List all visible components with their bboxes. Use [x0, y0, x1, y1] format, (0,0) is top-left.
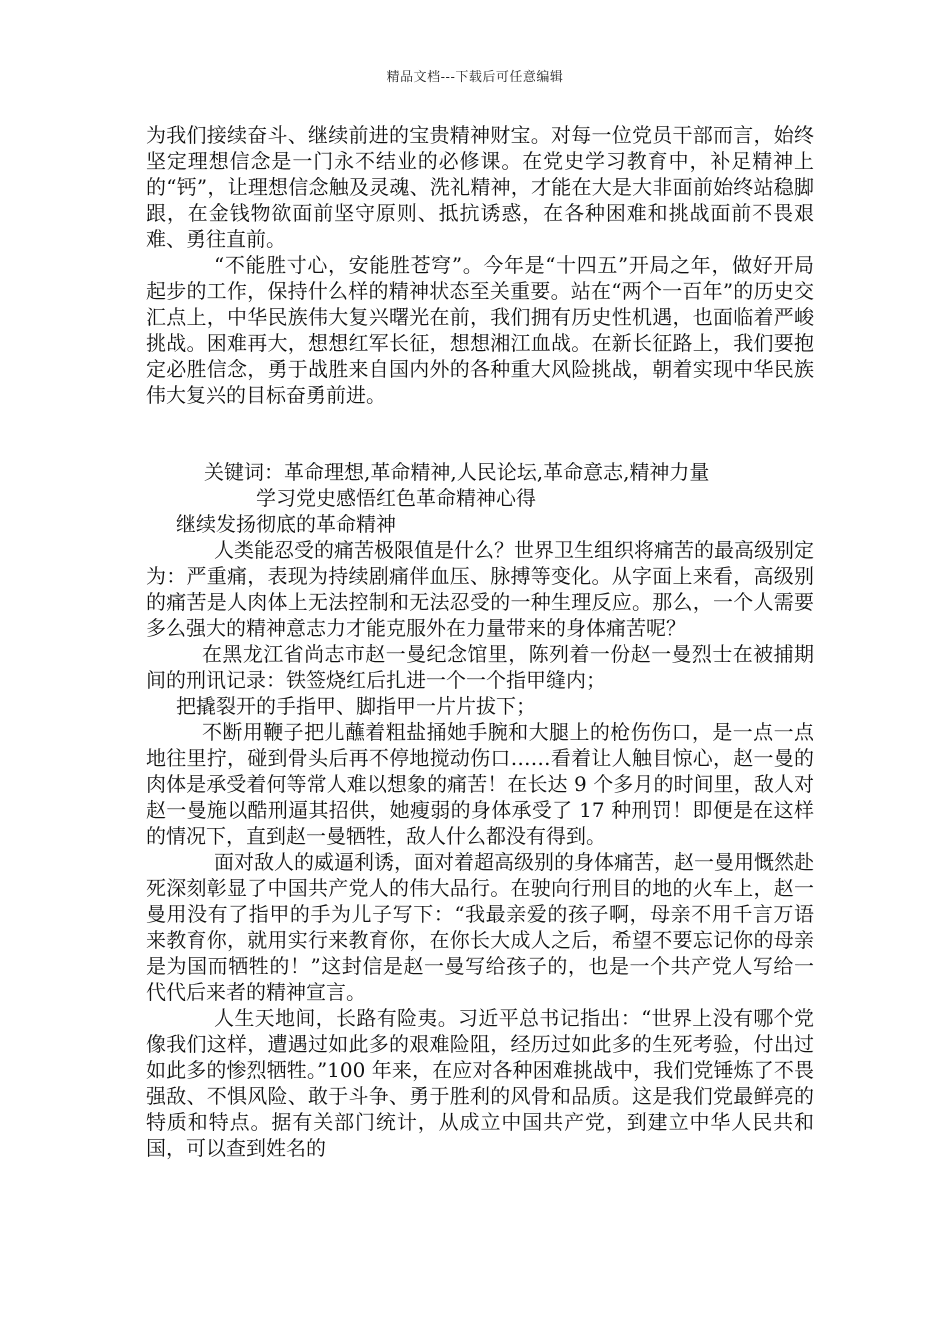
article-subtitle: 继续发扬彻底的革命精神 [176, 512, 396, 536]
spacer [146, 408, 814, 459]
paragraph: 人生天地间，长路有险夷。习近平总书记指出：“世界上没有哪个党像我们这样，遭遇过如此多的艰难险阻，经历过如此多的生死考验，付出过如此多的惨烈牺牲。”100 年来，在应对各种困难挑战中，我们党锤炼了不畏强敌、不惧风险、敢于斗争、勇于胜利的风骨和品质。这是我们党最鲜亮的特质和特点。据有关部门统计，从成立中国共产党，到建立中华人民共和国，可以查到姓名的 [146, 1006, 814, 1160]
paragraph: 为我们接续奋斗、继续前进的宝贵精神财宝。对每一位党员干部而言，始终坚定理想信念是一门永不结业的必修课。在党史学习教育中，补足精神上的“钙”，让理想信念触及灵魂、洗礼精神，才能在大是大非面前始终站稳脚跟，在金钱物欲面前坚守原则、抵抗诱惑，在各种困难和挑战面前不畏艰难、勇往直前。 [146, 123, 814, 251]
paragraph: “不能胜寸心，安能胜苍穹”。今年是“十四五”开局之年，做好开局起步的工作，保持什么样的精神状态至关重要。站在“两个一百年”的历史交汇点上，中华民族伟大复兴曙光在前，我们拥有历史性机遇，也面临着严峻挑战。困难再大，想想红军长征，想想湘江血战。在新长征路上，我们要抱定必胜信念，勇于战胜来自国内外的各种重大风险挑战，朝着实现中华民族伟大复兴的目标奋勇前进。 [146, 253, 814, 407]
paragraph: 人类能忍受的痛苦极限值是什么？世界卫生组织将痛苦的最高级别定为：严重痛，表现为持续剧痛伴血压、脉搏等变化。从字面上来看，高级别的痛苦是人肉体上无法控制和无法忍受的一种生理反应。那么，一个人需要多么强大的精神意志力才能克服外在力量带来的身体痛苦呢？ [146, 538, 814, 640]
document-body [146, 122, 814, 1161]
keywords-line: 关键词：革命理想,革命精神,人民论坛,革命意志,精神力量 [204, 460, 710, 484]
paragraph: 不断用鞭子把儿蘸着粗盐捅她手腕和大腿上的枪伤伤口，是一点一点地往里拧，碰到骨头后再不停地搅动伤口……看着让人触目惊心，赵一曼的肉体是承受着何等常人难以想象的痛苦！在长达 9 个多月的时间里，敌人对赵一曼施以酷刑逼其招供，她瘦弱的身体承受了 17 种刑罚！即便是在这样的情况下，直到赵一曼牺牲，敌人什么都没有得到。 [146, 720, 814, 848]
paragraph: 把撬裂开的手指甲、脚指甲一片片拔下； [176, 694, 536, 718]
paragraph: 在黑龙江省尚志市赵一曼纪念馆里，陈列着一份赵一曼烈士在被捕期间的刑讯记录：铁签烧红后扎进一个一个指甲缝内； [146, 642, 814, 692]
paragraph: 面对敌人的威逼利诱，面对着超高级别的身体痛苦，赵一曼用慨然赴死深刻彰显了中国共产党人的伟大品行。在驶向行刑目的地的火车上，赵一曼用没有了指甲的手为儿子写下：“我最亲爱的孩子啊，母亲不用千言万语来教育你，就用实行来教育你，在你长大成人之后，希望不要忘记你的母亲是为国而牺牲的！”这封信是赵一曼写给孩子的，也是一个共产党人写给一代代后来者的精神宣言。 [146, 850, 814, 1004]
page-header: 精品文档---下载后可任意编辑 [386, 70, 564, 85]
article-title: 学习党史感悟红色革命精神心得 [256, 486, 536, 510]
